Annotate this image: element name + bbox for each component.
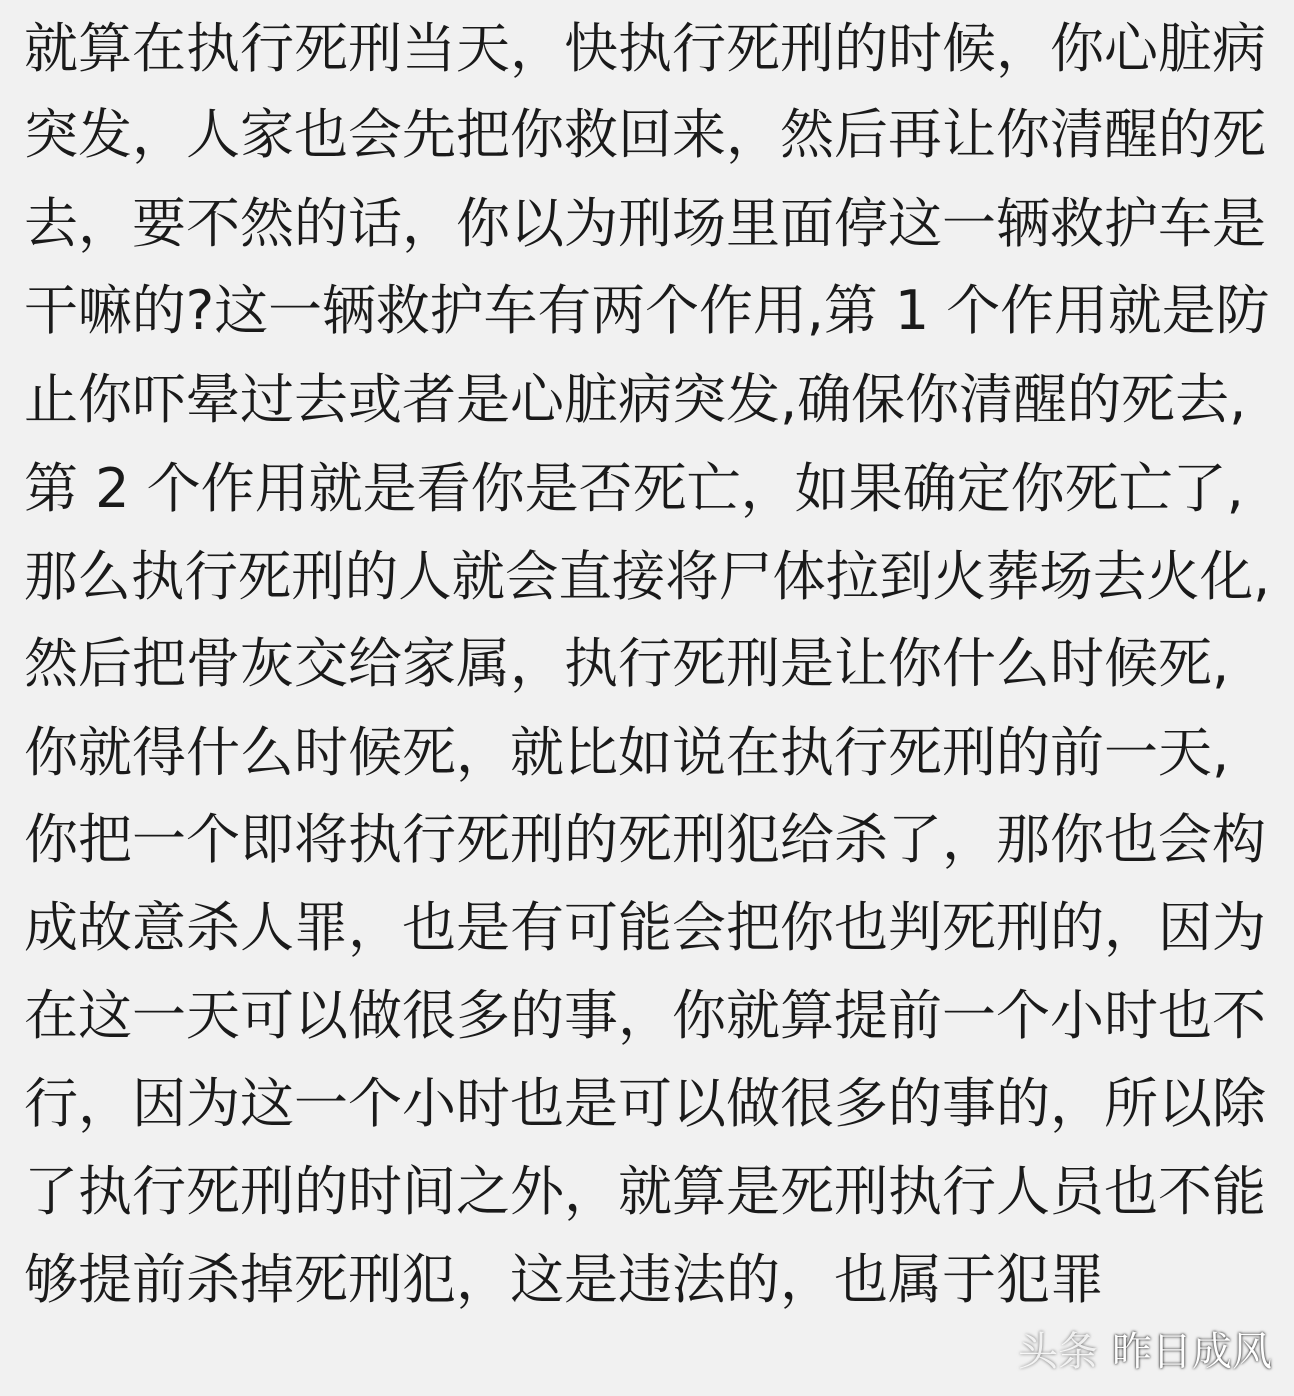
text-line: 你就得什么时候死，就比如说在执行死刑的前一天, xyxy=(24,721,1230,784)
text-line: 第 2 个作用就是看你是否死亡，如果确定你死亡了, xyxy=(24,457,1244,520)
text-line: 突发，人家也会先把你救回来，然后再让你清醒的死 xyxy=(24,103,1266,166)
text-line: 去，要不然的话，你以为刑场里面停这一辆救护车是 xyxy=(24,192,1266,255)
watermark-author: 昨日成风 xyxy=(1112,1328,1272,1375)
text-line: 成故意杀人罪，也是有可能会把你也判死刑的，因为 xyxy=(24,896,1266,959)
text-line: 了执行死刑的时间之外，就算是死刑执行人员也不能 xyxy=(24,1160,1266,1223)
text-line: 然后把骨灰交给家属，执行死刑是让你什么时候死, xyxy=(24,632,1230,695)
toutiao-logo-icon: 头条 xyxy=(1018,1328,1098,1375)
text-line: 够提前杀掉死刑犯，这是违法的，也属于犯罪 xyxy=(24,1248,1104,1311)
watermark xyxy=(1018,1318,1272,1378)
text-line: 在这一天可以做很多的事，你就算提前一个小时也不 xyxy=(24,984,1266,1047)
text-line: 那么执行死刑的人就会直接将尸体拉到火葬场去火化, xyxy=(24,545,1271,608)
text-line: 就算在执行死刑当天，快执行死刑的时候，你心脏病 xyxy=(24,17,1266,80)
text-line: 干嘛的?这一辆救护车有两个作用,第 1 个作用就是防 xyxy=(24,279,1270,342)
text-line: 止你吓晕过去或者是心脏病突发,确保你清醒的死去, xyxy=(24,368,1247,431)
text-line: 行，因为这一个小时也是可以做很多的事的，所以除 xyxy=(24,1072,1266,1135)
text-line: 你把一个即将执行死刑的死刑犯给杀了，那你也会构 xyxy=(24,808,1266,871)
